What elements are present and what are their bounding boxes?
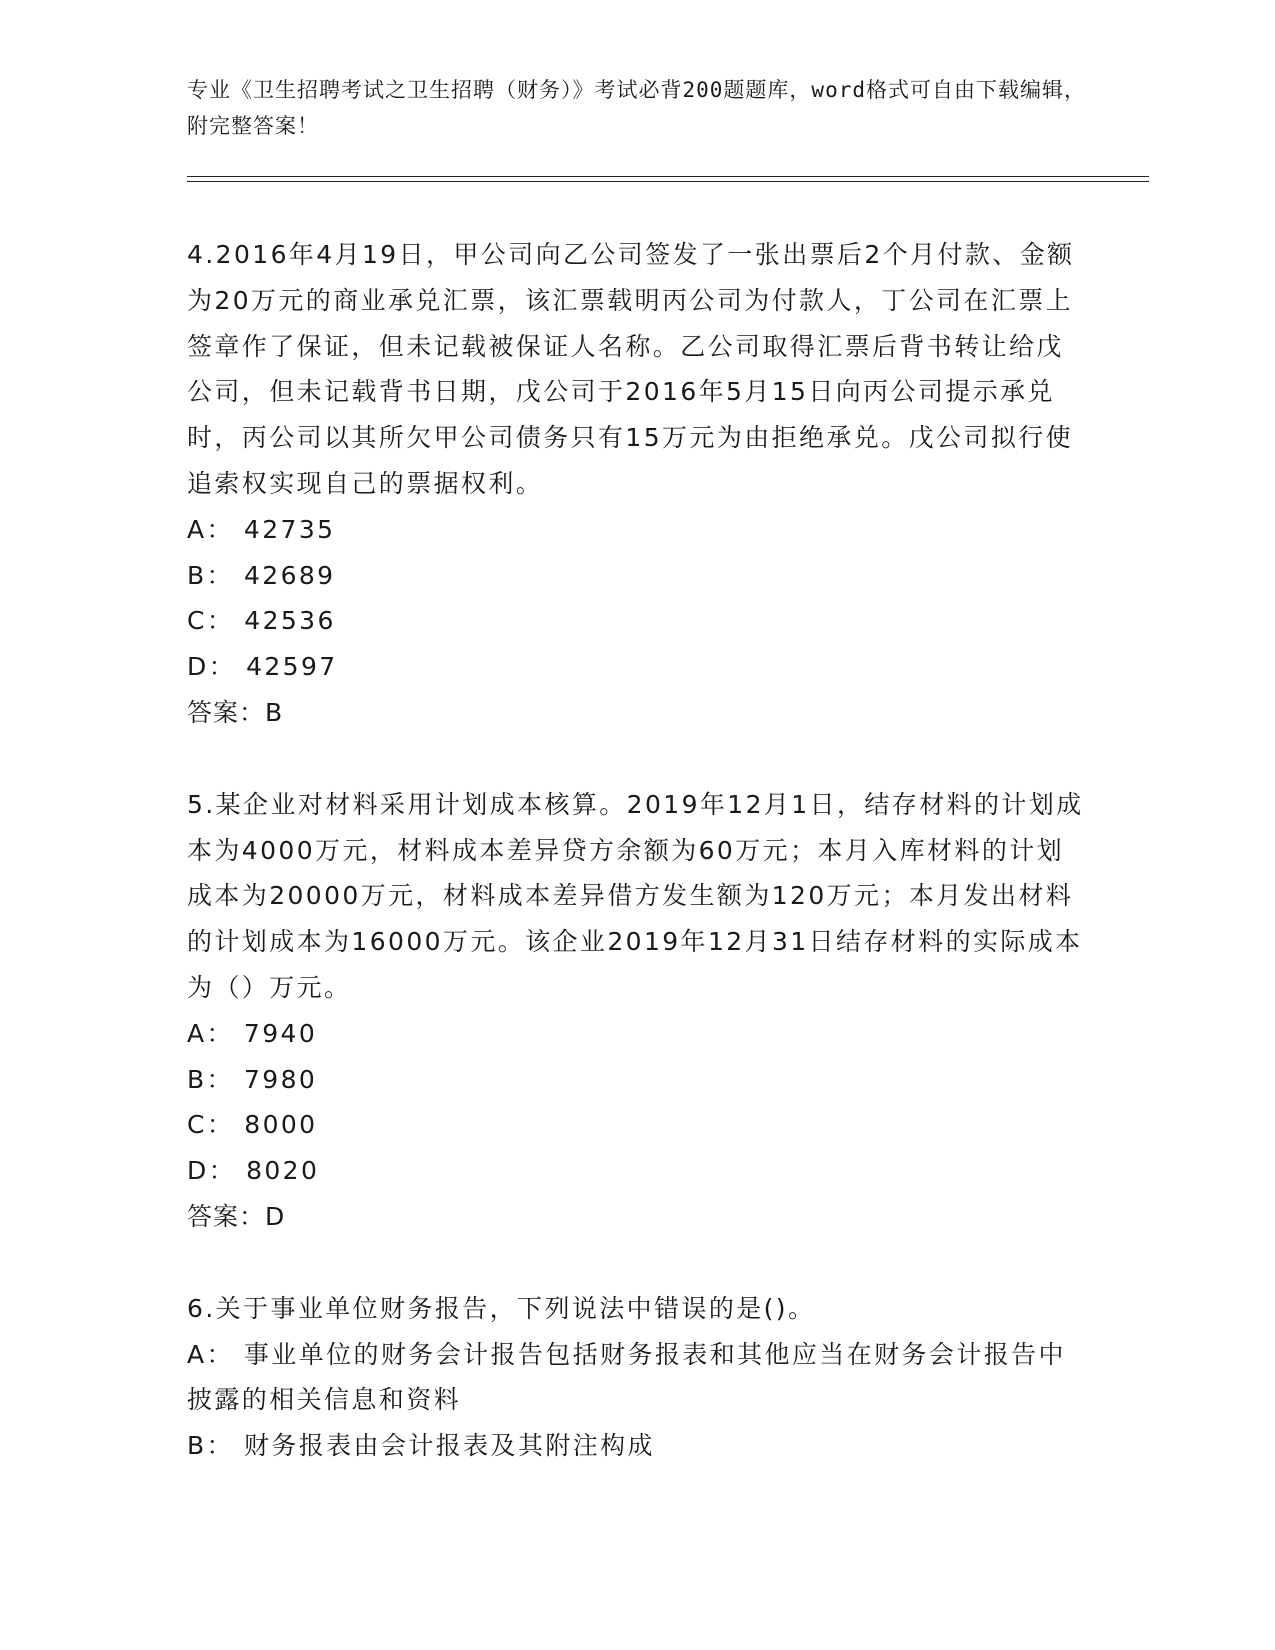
option-c bbox=[187, 598, 1087, 644]
option-label: D： bbox=[187, 652, 237, 682]
option-label: A： bbox=[187, 1018, 234, 1048]
option-d bbox=[187, 1148, 1087, 1194]
question-text: 6.关于事业单位财务报告，下列说法中错误的是()。 bbox=[187, 1293, 816, 1323]
option-text: 财务报表由会计报表及其附注构成 bbox=[243, 1431, 655, 1461]
question-5 bbox=[187, 782, 1087, 1240]
option-d bbox=[187, 644, 1087, 690]
option-text: 8000 bbox=[244, 1110, 318, 1140]
option-a bbox=[187, 1332, 1087, 1424]
option-b bbox=[187, 553, 1087, 599]
option-text: 事业单位的财务会计报告包括财务报表和其他应当在财务会计报告中披露的相关信息和资料 bbox=[187, 1339, 1066, 1415]
document-header: 专业《卫生招聘考试之卫生招聘（财务）》考试必背200题题库，word格式可自由下载编辑，附完整答案！ bbox=[187, 78, 1086, 138]
question-text: 5.某企业对材料采用计划成本核算。2019年12月1日，结存材料的计划成本为4000万元，材料成本差异贷方余额为60万元；本月入库材料的计划成本为20000万元，材料成本差异借方发生额为120万元；本月发出材料的计划成本为16000万元。该企业2019年12月31日结存材料的实际成本为（）万元。 bbox=[187, 789, 1084, 1002]
option-c bbox=[187, 1102, 1087, 1148]
header-rule-bottom bbox=[187, 181, 1149, 182]
option-b bbox=[187, 1423, 1087, 1469]
question-4 bbox=[187, 232, 1087, 736]
option-b bbox=[187, 1057, 1087, 1103]
option-text: 7940 bbox=[243, 1018, 318, 1048]
question-text: 4.2016年4月19日，甲公司向乙公司签发了一张出票后2个月付款、金额为20万元的商业承兑汇票，该汇票载明丙公司为付款人，丁公司在汇票上签章作了保证，但未记载被保证人名称。乙公司取得汇票后背书转让给戊公司，但未记载背书日期，戊公司于2016年5月15日向丙公司提示承兑时，丙公司以其所欠甲公司债务只有15万元为由拒绝承兑。戊公司拟行使追索权实现自己的票据权利。 bbox=[187, 240, 1075, 498]
option-label: D： bbox=[187, 1156, 237, 1186]
option-label: C： bbox=[187, 606, 235, 636]
option-a bbox=[187, 507, 1087, 553]
option-text: 42597 bbox=[246, 652, 338, 682]
question-6 bbox=[187, 1286, 1087, 1469]
option-label: B： bbox=[187, 1064, 234, 1094]
answer-line: 答案：D bbox=[187, 1201, 286, 1231]
option-text: 7980 bbox=[243, 1064, 318, 1094]
option-a bbox=[187, 1011, 1087, 1057]
option-text: 42735 bbox=[243, 514, 336, 544]
option-label: A： bbox=[187, 1339, 234, 1369]
option-text: 42536 bbox=[244, 606, 336, 636]
question-list bbox=[187, 232, 1087, 1515]
option-label: B： bbox=[187, 560, 234, 590]
option-text: 8020 bbox=[246, 1156, 320, 1186]
header-rule-top bbox=[187, 176, 1149, 177]
answer-line: 答案：B bbox=[187, 697, 284, 727]
option-label: A： bbox=[187, 514, 234, 544]
option-label: B： bbox=[187, 1431, 234, 1461]
option-label: C： bbox=[187, 1110, 235, 1140]
option-text: 42689 bbox=[243, 560, 336, 590]
